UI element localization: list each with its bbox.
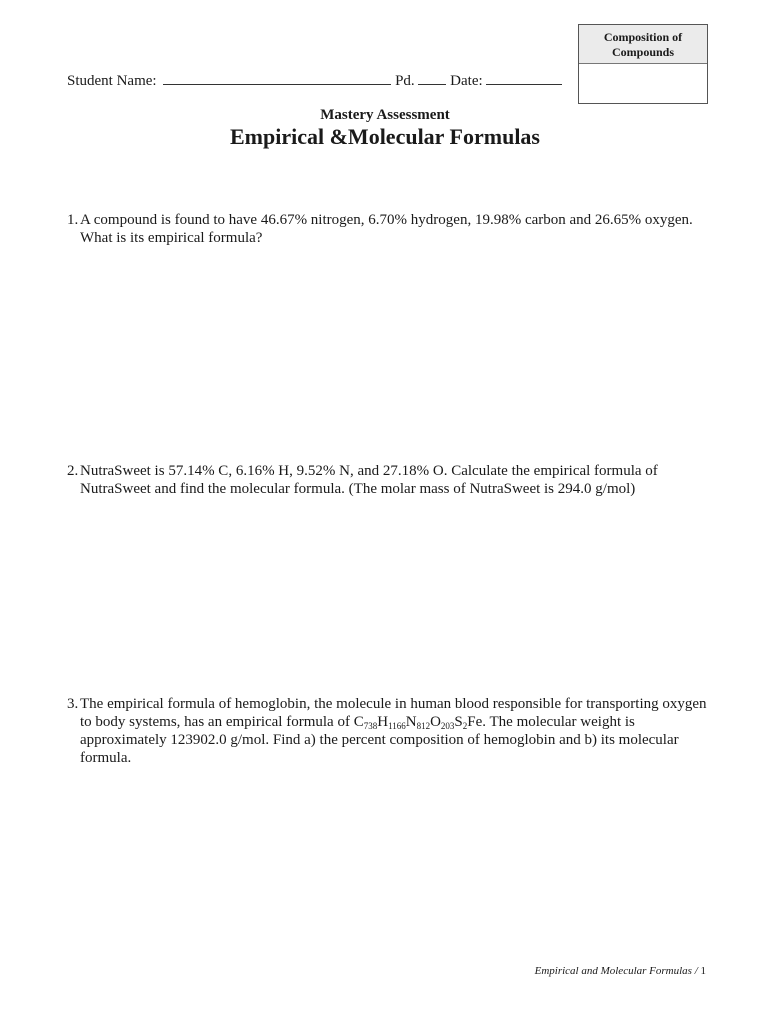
question-text [80,695,717,767]
page-title: Empirical &Molecular Formulas [230,124,540,149]
element-h: H [377,714,389,730]
period-blank[interactable] [418,70,446,85]
student-info-line [67,70,562,90]
question-3 [67,695,717,767]
element-o: O [430,714,441,730]
element-s: S [454,714,463,730]
subscript-n: 812 [416,721,431,731]
period-label: Pd. [395,73,415,89]
date-blank[interactable] [486,70,562,85]
page-footer [535,965,706,977]
topic-box [578,24,708,104]
question-1 [67,211,717,247]
topic-title-line1: Composition of [603,30,683,44]
question-number: 3. [67,696,79,712]
hemoglobin-formula [354,714,483,730]
subscript-c: 738 [363,721,378,731]
subtitle: Mastery Assessment [320,107,450,123]
date-label: Date: [450,73,483,89]
topic-title-line2: Compounds [611,45,675,59]
page-number: 1 [697,965,706,977]
question-text-before: The empirical formula of hemoglobin, the molecule in human blood responsible for transporting oxygen to body systems, has an empirical formula of [80,696,707,730]
topic-box-blank [579,64,707,103]
subscript-o: 203 [440,721,455,731]
element-c: C [353,714,364,730]
question-2 [67,462,717,498]
question-number: 1. [67,212,79,228]
student-name-blank[interactable] [163,70,391,85]
element-n: N [405,714,417,730]
subscript-h: 1166 [388,721,406,731]
element-fe: Fe [467,714,483,730]
topic-box-title [579,25,707,64]
footer-label: Empirical and Molecular Formulas / [534,965,698,977]
question-text: A compound is found to have 46.67% nitrogen, 6.70% hydrogen, 19.98% carbon and 26.65% oxygen. What is its empirical formula? [80,212,693,246]
student-name-label: Student Name: [67,73,157,89]
question-number: 2. [67,463,79,479]
question-text: NutraSweet is 57.14% C, 6.16% H, 9.52% N, and 27.18% O. Calculate the empirical formula of NutraSweet and find the molecular formula. (The molar mass of NutraSweet is 294.0 g/mol) [80,463,658,497]
question-text-after: . The molecular weight is approximately 123902.0 g/mol. Find a) the percent composition of hemoglobin and b) its molecular formula. [80,714,679,766]
subscript-s: 2 [462,721,468,731]
